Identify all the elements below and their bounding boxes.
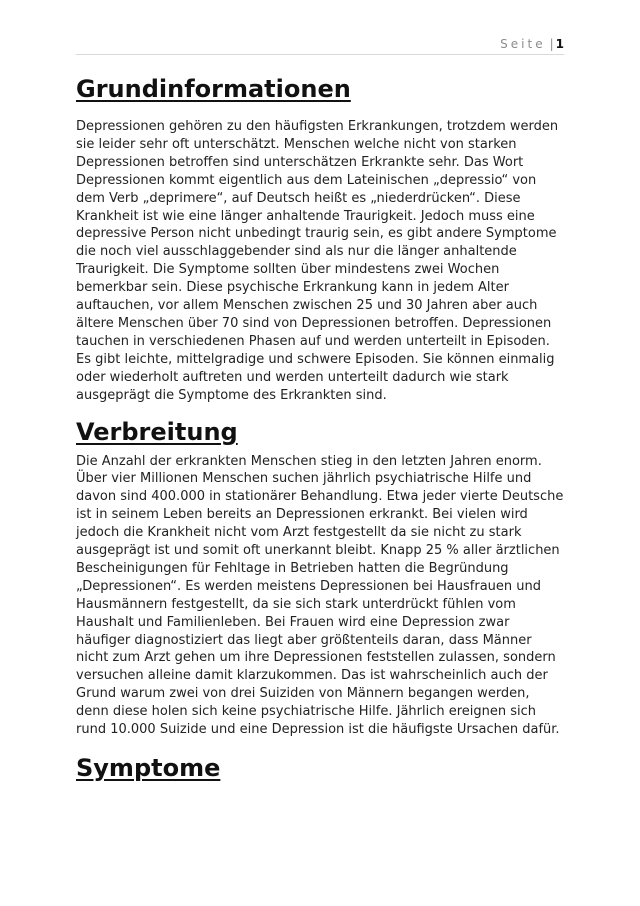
document-body <box>76 74 566 783</box>
paragraph-verbreitung: Die Anzahl der erkrankten Menschen stieg in den letzten Jahren enorm. Über vier Millionen Menschen suchen jährlich psychiatrische Hilfe und davon sind 400.000 in stationärer Behandlung. Etwa jeder vierte Deutsche ist in seinem Leben bereits an Depressionen erkrankt. Bei vielen wird jedoch die Krankheit nicht vom Arzt festgestellt da sie nicht zu stark ausgeprägt ist und somit oft unerkannt bleibt. Knapp 25 % aller ärztlichen Bescheinigungen für Fehltage in Betrieben hatten die Begründung „Depressionen“. Es werden meistens Depressionen bei Hausfrauen und Hausmännern festgestellt, da sie sich stark unterdrückt fühlen vom Haushalt und Familienleben. Bei Frauen wird eine Depression zwar häufiger diagnostiziert das liegt aber größtenteils daran, dass Männer nicht zum Arzt gehen um ihre Depressionen feststellen zulassen, sondern versuchen alleine damit klarzukommen. Das ist wahrscheinlich auch der Grund warum zwei von drei Suiziden von Männern begangen werden, denn diese holen sich keine psychiatrische Hilfe. Jährlich ereignen sich rund 10.000 Suizide und eine Depression ist die häufigste Ursachen dafür. <box>76 453 564 738</box>
page-header <box>76 36 564 55</box>
header-separator: | <box>549 37 554 51</box>
heading-grundinformationen: Grundinformationen <box>76 75 351 103</box>
page-label: Seite <box>500 37 546 51</box>
heading-symptome: Symptome <box>76 754 221 782</box>
paragraph-grundinformationen: Depressionen gehören zu den häufigsten Erkrankungen, trotzdem werden sie leider sehr oft unterschätzt. Menschen welche nicht von starken Depressionen betroffen sind unterschätzen Erkrankte sehr. Das Wort Depressionen kommt eigentlich aus dem Lateinischen „depressio“ von dem Verb „deprimere“, auf Deutsch heißt es „niederdrücken“. Diese Krankheit ist wie eine länger anhaltende Traurigkeit. Jedoch muss eine depressive Person nicht unbedingt traurig sein, es gibt andere Symptome die noch viel ausschlaggebender sind als nur die länger anhaltende Traurigkeit. Die Symptome sollten über mindestens zwei Wochen bemerkbar sein. Diese psychische Erkrankung kann in jedem Alter auftauchen, vor allem Menschen zwischen 25 und 30 Jahren aber auch ältere Menschen über 70 sind von Depressionen betroffen. Depressionen tauchen in verschiedenen Phasen auf und werden unterteilt in Episoden. Es gibt leichte, mittelgradige und schwere Episoden. Sie können einmalig oder wiederholt auftreten und werden unterteilt dadurch wie stark ausgeprägt die Symptome des Erkrankten sind. <box>76 119 559 403</box>
page-number: 1 <box>555 37 564 51</box>
heading-verbreitung: Verbreitung <box>76 417 238 446</box>
